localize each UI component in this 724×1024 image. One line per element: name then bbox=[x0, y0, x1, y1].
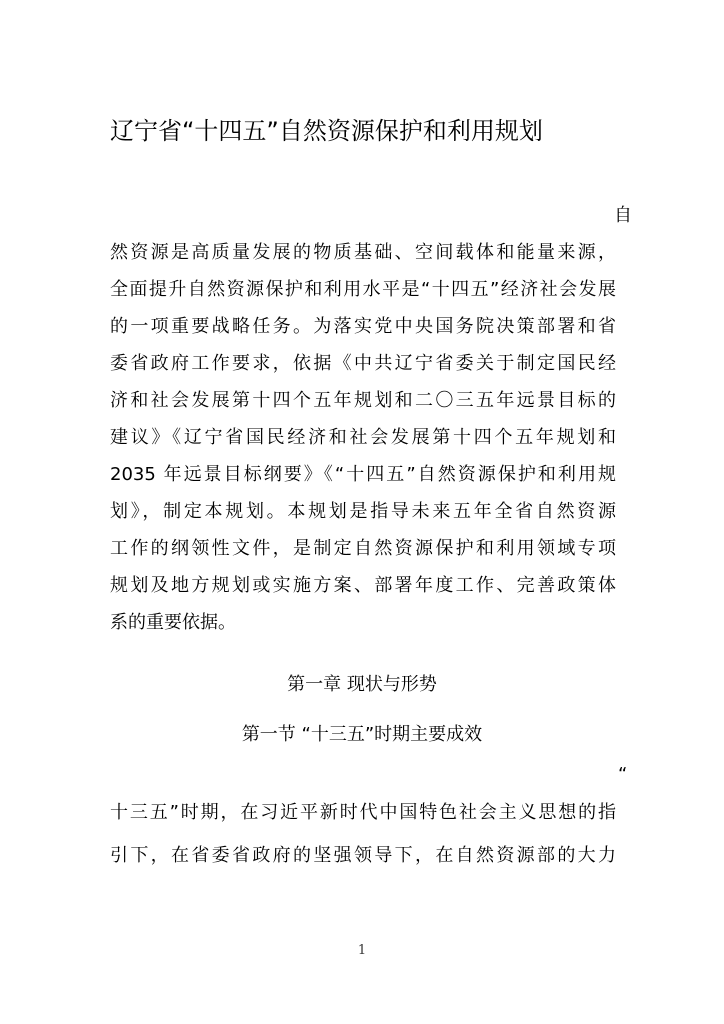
paragraph-line: 系的重要依据。 bbox=[110, 612, 236, 633]
paragraph-line: 划》，制定本规划。本规划是指导未来五年全省自然资源 bbox=[110, 501, 616, 522]
paragraph-line: 的一项重要战略任务。为落实党中央国务院决策部署和省 bbox=[110, 316, 616, 337]
paragraph-line: 全面提升自然资源保护和利用水平是“十四五”经济社会发展 bbox=[110, 279, 616, 300]
paragraph-lead-char: “ bbox=[618, 764, 628, 785]
paragraph-line: 规划及地方规划或实施方案、部署年度工作、完善政策体 bbox=[110, 575, 616, 596]
document-title: 辽宁省“十四五”自然资源保护和利用规划 bbox=[110, 117, 543, 145]
page-number: 1 bbox=[357, 943, 367, 958]
paragraph-line: 济和社会发展第十四个五年规划和二〇三五年远景目标的 bbox=[110, 390, 616, 411]
section-heading: 第一节 “十三五”时期主要成效 bbox=[241, 724, 483, 745]
chapter-heading: 第一章 现状与形势 bbox=[287, 674, 437, 695]
paragraph-line: 然资源是高质量发展的物质基础、空间载体和能量来源， bbox=[110, 242, 616, 263]
paragraph-line: 十三五”时期，在习近平新时代中国特色社会主义思想的指 bbox=[110, 802, 616, 823]
paragraph-line: 2035 年远景目标纲要》《“十四五”自然资源保护和利用规 bbox=[110, 464, 616, 485]
paragraph-line: 建议》《辽宁省国民经济和社会发展第十四个五年规划和 bbox=[110, 427, 616, 448]
paragraph-line: 工作的纲领性文件，是制定自然资源保护和利用领域专项 bbox=[110, 538, 616, 559]
paragraph-line: 委省政府工作要求，依据《中共辽宁省委关于制定国民经 bbox=[110, 353, 616, 374]
paragraph-line: 引下，在省委省政府的坚强领导下，在自然资源部的大力 bbox=[110, 845, 616, 866]
paragraph-lead-char: 自 bbox=[614, 205, 632, 226]
